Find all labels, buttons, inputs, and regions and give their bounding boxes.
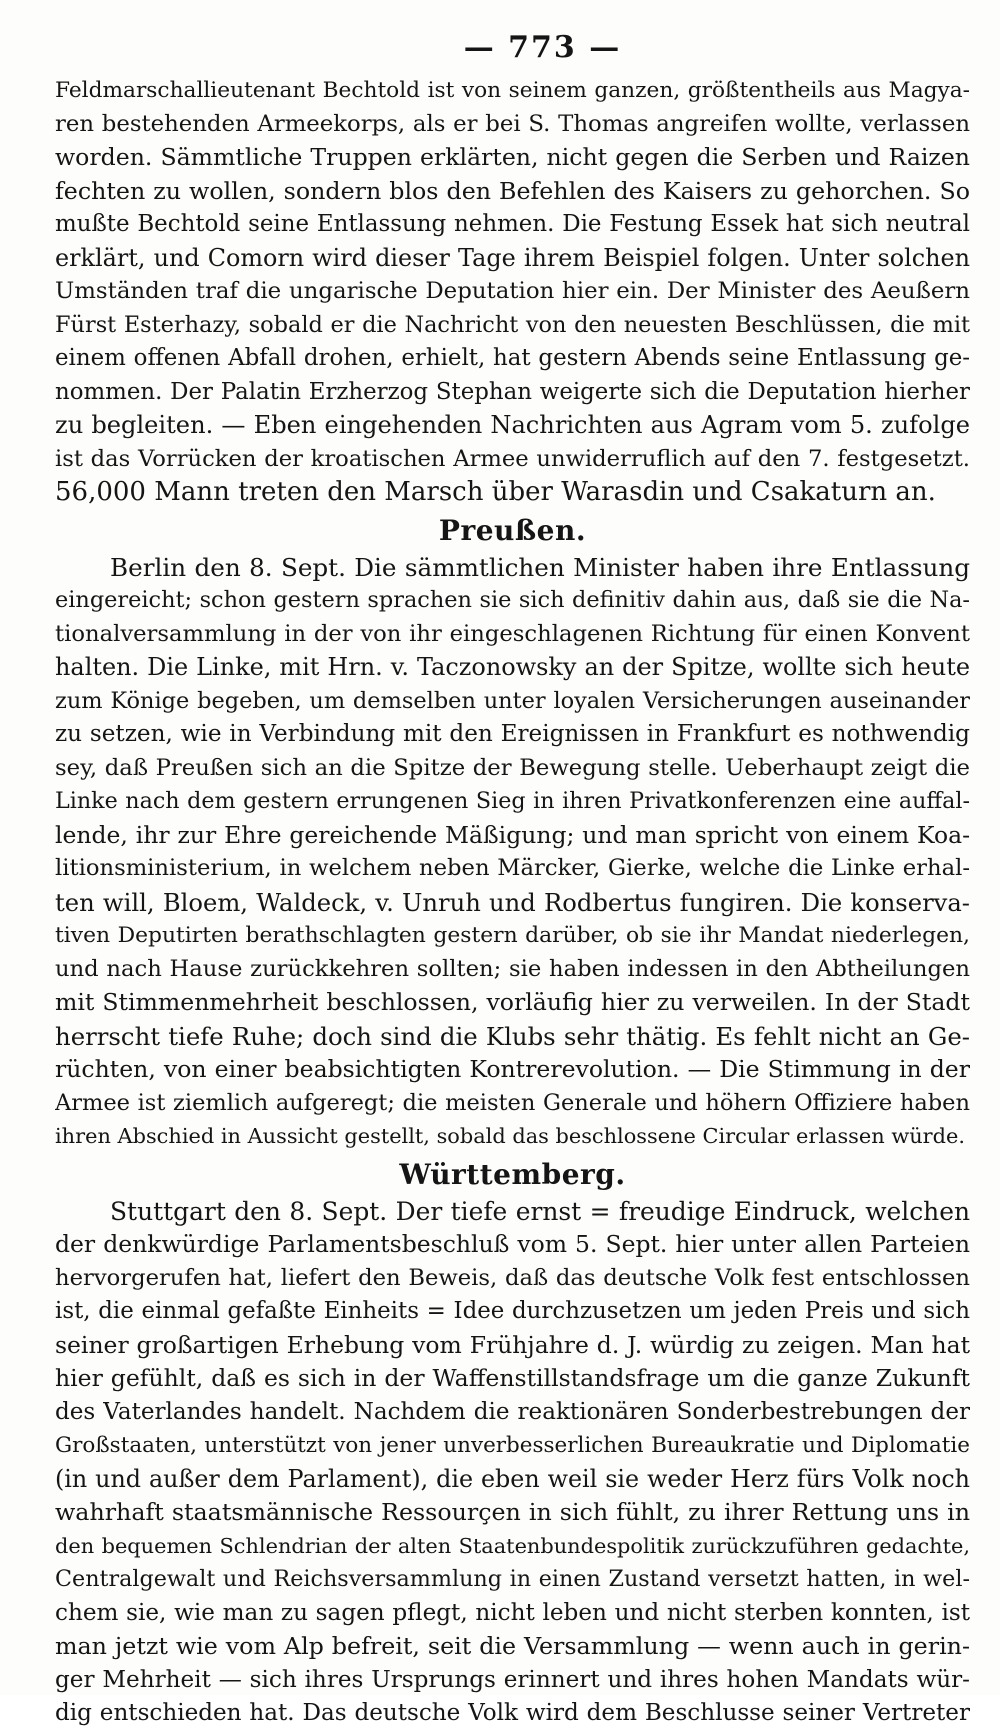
text-line: tionalversammlung in der von ihr eingeschlagenen Richtung für einen Konvent xyxy=(55,620,970,647)
text-line: herrscht tiefe Ruhe; doch sind die Klubs sehr thätig. Es fehlt nicht an Ge- xyxy=(55,1021,970,1051)
text-line: zu setzen, wie in Verbindung mit den Ereignissen in Frankfurt es nothwendig xyxy=(55,721,970,747)
text-line: 56,000 Mann treten den Marsch über Warasdin und Csakaturn an. xyxy=(55,477,936,507)
text-line: nommen. Der Palatin Erzherzog Stephan weigerte sich die Deputation hierher xyxy=(55,378,970,405)
text-line: erklärt, und Comorn wird dieser Tage ihrem Beispiel folgen. Unter solchen xyxy=(55,243,970,272)
text-line: Centralgewalt und Reichsversammlung in einen Zustand versetzt hatten, in wel- xyxy=(55,1566,970,1592)
paragraph-stuttgart-report xyxy=(55,1195,970,1731)
text-line: mit Stimmenmehrheit beschlossen, vorläufig hier zu verweilen. In der Stadt xyxy=(55,988,970,1016)
text-line: dig entschieden hat. Das deutsche Volk wird dem Beschlusse seiner Vertreter xyxy=(55,1700,970,1726)
text-line: ist, die einmal gefaßte Einheits = Idee durchzusetzen um jeden Preis und sich xyxy=(55,1298,970,1324)
page-content xyxy=(55,74,970,1731)
text-line: chem sie, wie man zu sagen pflegt, nicht leben und nicht sterben konnten, ist xyxy=(55,1599,970,1626)
paragraph-berlin-report xyxy=(55,551,970,1154)
text-line: hervorgerufen hat, liefert den Beweis, daß das deutsche Volk fest entschlossen xyxy=(55,1264,970,1291)
text-line: des Vaterlandes handelt. Nachdem die reaktionären Sonderbestrebungen der xyxy=(55,1398,970,1425)
heading-preussen: Preußen. xyxy=(438,513,587,547)
text-line: fechten zu wollen, sondern blos den Befehlen des Kaisers zu gehorchen. So xyxy=(55,176,970,205)
text-line: tiven Deputirten berathschlagten gestern darüber, ob sie ihr Mandat niederlegen, xyxy=(55,923,970,948)
text-line: und nach Hause zurückkehren sollten; sie haben indessen in den Abtheilungen xyxy=(55,955,970,982)
text-line: (in und außer dem Parlament), die eben weil sie weder Herz fürs Volk noch xyxy=(55,1464,970,1493)
text-line: litionsministerium, in welchem neben Märcker, Gierke, welche die Linke erhal- xyxy=(55,855,970,881)
text-line: Umständen traf die ungarische Deputation hier ein. Der Minister des Aeußern xyxy=(55,278,970,304)
text-line: seiner großartigen Erhebung vom Frühjahre d. J. würdig zu zeigen. Man hat xyxy=(55,1330,970,1359)
text-line: ten will, Bloem, Waldeck, v. Unruh und Rodbertus fungiren. Die konserva- xyxy=(55,887,970,917)
text-line: Feldmarschallieutenant Bechtold ist von seinem ganzen, größtentheils aus Magya- xyxy=(55,78,970,103)
text-line: der denkwürdige Parlamentsbeschluß vom 5. Sept. hier unter allen Parteien xyxy=(55,1230,970,1258)
text-line: mußte Bechtold seine Entlassung nehmen. Die Festung Essek hat sich neutral xyxy=(55,211,970,237)
text-line: lende, ihr zur Ehre gereichende Mäßigung; und man spricht von einem Koa- xyxy=(55,820,970,849)
text-line: ist das Vorrücken der kroatischen Armee unwiderruflich auf den 7. festgesetzt. xyxy=(55,445,970,472)
text-line: den bequemen Schlendrian der alten Staatenbundespolitik zurückzuführen gedachte, xyxy=(55,1533,970,1558)
text-line: man jetzt wie vom Alp befreit, seit die Versammlung — wenn auch in gerin- xyxy=(55,1632,970,1660)
text-line: Stuttgart den 8. Sept. Der tiefe ernst = freudige Eindruck, welchen xyxy=(110,1196,970,1226)
heading-wuerttemberg: Württemberg. xyxy=(399,1157,626,1191)
text-line: ren bestehenden Armeekorps, als er bei S. Thomas angreifen wollte, verlassen xyxy=(55,110,970,137)
text-line: Großstaaten, unterstützt von jener unverbesserlichen Bureaukratie und Diplomatie xyxy=(55,1433,970,1458)
text-line: Linke nach dem gestern errungenen Sieg in ihren Privatkonferenzen eine auffal- xyxy=(55,788,970,814)
text-line: sey, daß Preußen sich an die Spitze der Bewegung stelle. Ueberhaupt zeigt die xyxy=(55,754,970,781)
text-line: halten. Die Linke, mit Hrn. v. Taczonowsky an der Spitze, wollte sich heute xyxy=(55,653,970,681)
text-line: Berlin den 8. Sept. Die sämmtlichen Minister haben ihre Entlassung xyxy=(110,552,970,582)
text-line: Fürst Esterhazy, sobald er die Nachricht von den neuesten Beschlüssen, die mit xyxy=(55,311,970,338)
text-line: zum Könige begeben, um demselben unter loyalen Versicherungen auseinander xyxy=(55,687,970,714)
text-line: worden. Sämmtliche Truppen erklärten, nicht gegen die Serben und Raizen xyxy=(55,143,970,171)
text-line: einem offenen Abfall drohen, erhielt, hat gestern Abends seine Entlassung ge- xyxy=(55,345,970,371)
text-line: ihren Abschied in Aussicht gestellt, sobald das beschlossene Circular erlassen würde. xyxy=(55,1124,965,1148)
text-line: rüchten, von einer beabsichtigten Kontrerevolution. — Die Stimmung in der xyxy=(55,1055,970,1083)
text-line: hier gefühlt, daß es sich in der Waffenstillstandsfrage um die ganze Zukunft xyxy=(55,1364,970,1392)
text-line: Armee ist ziemlich aufgeregt; die meisten Generale und höhern Offiziere haben xyxy=(55,1089,970,1116)
text-line: wahrhaft staatsmännische Ressourçen in sich fühlt, zu ihrer Rettung uns in xyxy=(55,1498,970,1526)
paragraph-bechtold-report xyxy=(55,74,970,510)
page-number: — 773 — xyxy=(463,30,622,65)
text-line: eingereicht; schon gestern sprachen sie sich definitiv dahin aus, daß sie die Na- xyxy=(55,587,970,613)
text-line: zu begleiten. — Eben eingehenden Nachrichten aus Agram vom 5. zufolge xyxy=(55,411,970,439)
text-line: ger Mehrheit — sich ihres Ursprungs erinnert und ihres hohen Mandats wür- xyxy=(55,1666,970,1693)
